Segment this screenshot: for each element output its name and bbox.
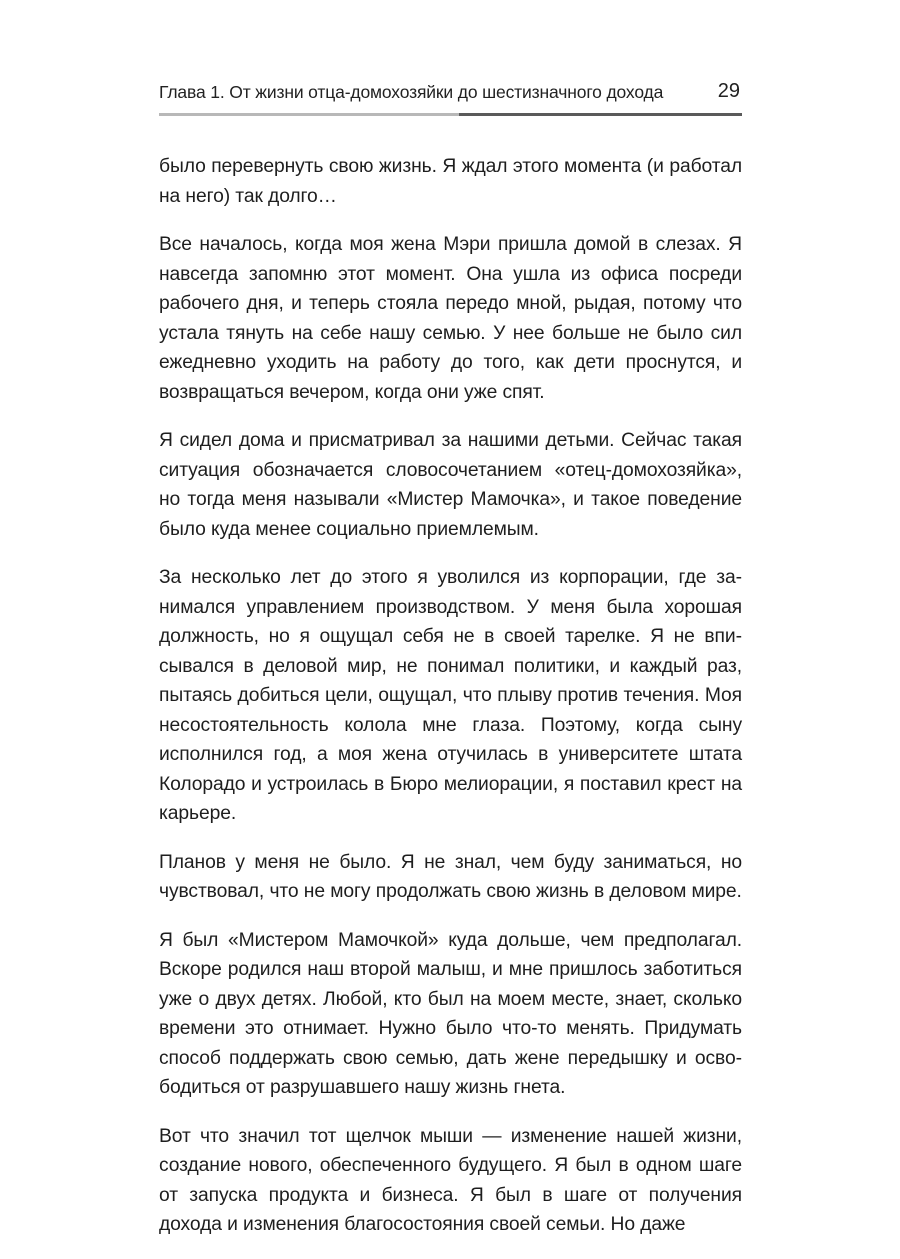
running-header <box>159 76 742 116</box>
paragraph-6: Я был «Мистером Мамочкой» куда дольше, чем предполагал. Вскоре родился наш второй малыш, и мне пришлось заботиться уже о двух детях. Любой, кто был на моем месте, знает, сколько времени это отнимает. Нужно было что-то менять. Придумать способ поддержать свою семью, дать жене передышку и освободиться от разрушавшего нашу жизнь гнета. <box>159 929 742 1098</box>
body-text <box>159 152 742 1259</box>
paragraph-3: Я сидел дома и присматривал за нашими детьми. Сейчас такая ситуация обозначается словосочетанием «отец-домохозяйка», но тогда меня называли «Мистер Мамочка», и такое поведение было куда менее социально приемлемым. <box>159 430 742 540</box>
header-rule-dark <box>459 113 742 116</box>
paragraph-4: За несколько лет до этого я уволился из корпорации, где занимался управлением производством. У меня была хорошая должность, но я ощущал себя не в своей тарелке. Я не вписывался в деловой мир, не понимал политики, и каждый раз, пытаясь добиться цели, ощущал, что плыву против течения. Моя несостоятельность колола мне глаза. Поэтому, когда сыну исполнился год, а моя жена отучилась в университете штата Колорадо и устроилась в Бюро мелиорации, я поставил крест на карьере. <box>159 567 742 824</box>
paragraph-7: Вот что значил тот щелчок мыши — изменение нашей жизни, создание нового, обеспеченного будущего. Я был в одном шаге от запуска продукта и бизнеса. Я был в шаге от получения дохода и изменения благосостояния своей семьи. Но даже <box>159 1125 742 1235</box>
chapter-title: Глава 1. От жизни отца-домохозяйки до шестизначного дохода <box>159 82 664 102</box>
paragraph-5: Планов у меня не было. Я не знал, чем буду заниматься, но чувствовал, что не могу продолжать свою жизнь в деловом мире. <box>159 851 742 902</box>
paragraph-1: было перевернуть свою жизнь. Я ждал этого момента (и работал на него) так долго… <box>159 156 742 207</box>
paragraph-2: Все началось, когда моя жена Мэри пришла домой в слезах. Я навсегда запомню этот момент. Она ушла из офиса посреди рабочего дня, и теперь стояла передо мной, рыдая, потому что устала тянуть на себе нашу семью. У нее больше не было сил ежедневно уходить на работу до того, как дети проснутся, и возвращаться вечером, когда они уже спят. <box>159 234 742 403</box>
header-rule-light <box>159 113 459 116</box>
page-number: 29 <box>717 80 740 102</box>
